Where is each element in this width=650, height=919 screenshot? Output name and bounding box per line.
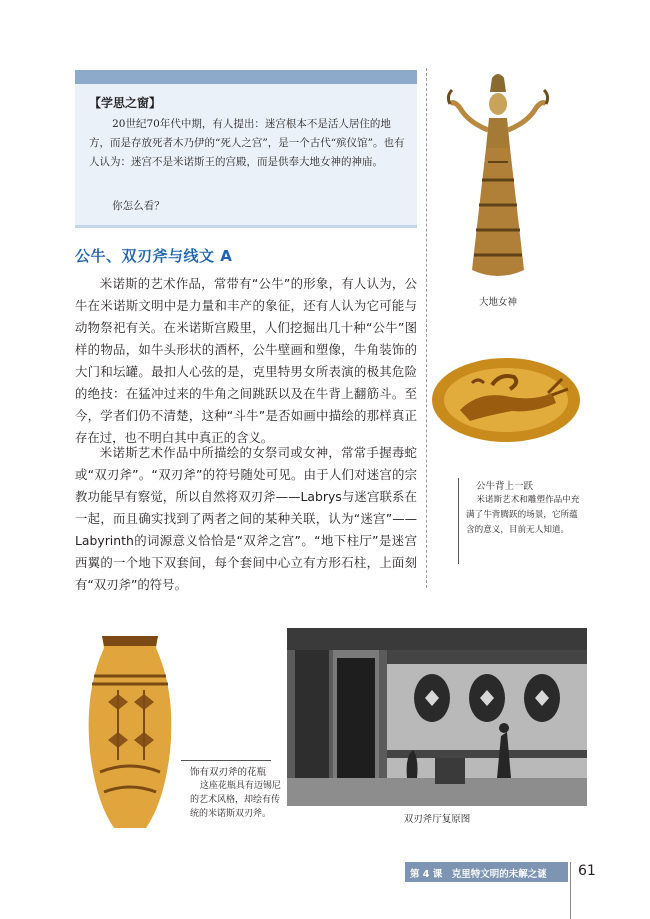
vase-caption-text: 这座花瓶具有迈锡尼的艺术风格，却绘有传统的米诺斯双刃斧。	[190, 781, 281, 819]
section-title: 公牛、双刃斧与线文 A	[75, 247, 233, 265]
earth-goddess-figure	[442, 70, 554, 290]
vase-caption-rule	[181, 760, 271, 761]
double-axe-vase	[80, 632, 180, 832]
margin-divider	[426, 68, 427, 588]
hall-caption: 双刃斧厅复原图	[403, 814, 471, 825]
vase-caption-title: 饰有双刃斧的花瓶	[190, 767, 267, 778]
box-question: 你怎么看？	[112, 200, 165, 212]
bull-caption-rule	[458, 478, 459, 564]
box-top-bar	[75, 70, 417, 84]
box-title: 【学思之窗】	[89, 96, 162, 110]
goddess-caption: 大地女神	[478, 297, 517, 308]
page-number: 61	[578, 863, 596, 879]
box-text: 20世纪70年代中期，有人提出：迷宫根本不是活人居住的地方，而是存放死者木乃伊的“死人之宫”，是一个古代“殡仪馆”。也有人认为：迷宫不是米诺斯王的宫殿，而是供奉大地女神的神庙。	[89, 118, 405, 168]
footer-lesson-title: 第 4 课 克里特文明的未解之谜	[410, 869, 547, 880]
body-paragraph-2: 米诺斯艺术作品中所描绘的女祭司或女神，常常手握毒蛇或“双刃斧”。“双刃斧”的符号随处可见。由于人们对迷宫的宗教功能早有察觉，所以自然将双刃斧——Labrys与迷宫联系在一起，而且确实找到了两者之间的某种关联，认为“迷宫”——Labyrinth的词源意义恰恰是“双斧之宫”。“地下柱厅”是迷宫西翼的一个地下双套间，每个套间中心立有方形石柱，上面刻有“双刃斧”的符号。	[75, 445, 417, 592]
footer-rule	[570, 862, 571, 919]
body-paragraph-1: 米诺斯的艺术作品，常带有“公牛”的形象，有人认为，公牛在米诺斯文明中是力量和丰产的象征，还有人认为它可能与动物祭祀有关。在米诺斯宫殿里，人们挖掘出几十种“公牛”图样的物品，如牛头形状的酒杯，公牛壁画和塑像，牛角装饰的大门和坛罐。最扣人心弦的是，克里特男女所表演的极其危险的绝技：在猛冲过来的牛角之间跳跃以及在牛背上翻筋斗。至今，学者们仍不清楚，这种“斗牛”是否如画中描绘的那样真正存在过，也不明白其中真正的含义。	[75, 276, 417, 445]
box-bottom-bar	[75, 225, 417, 228]
bull-caption-title: 公牛背上一跃	[476, 481, 534, 492]
double-axe-hall-reconstruction	[287, 628, 587, 806]
study-window-box	[75, 70, 417, 228]
bull-caption-text: 米诺斯艺术和雕塑作品中充满了牛背腾跃的场景，它所蕴含的意义，目前无人知道。	[466, 495, 580, 535]
bull-leaping-seal	[430, 355, 582, 445]
